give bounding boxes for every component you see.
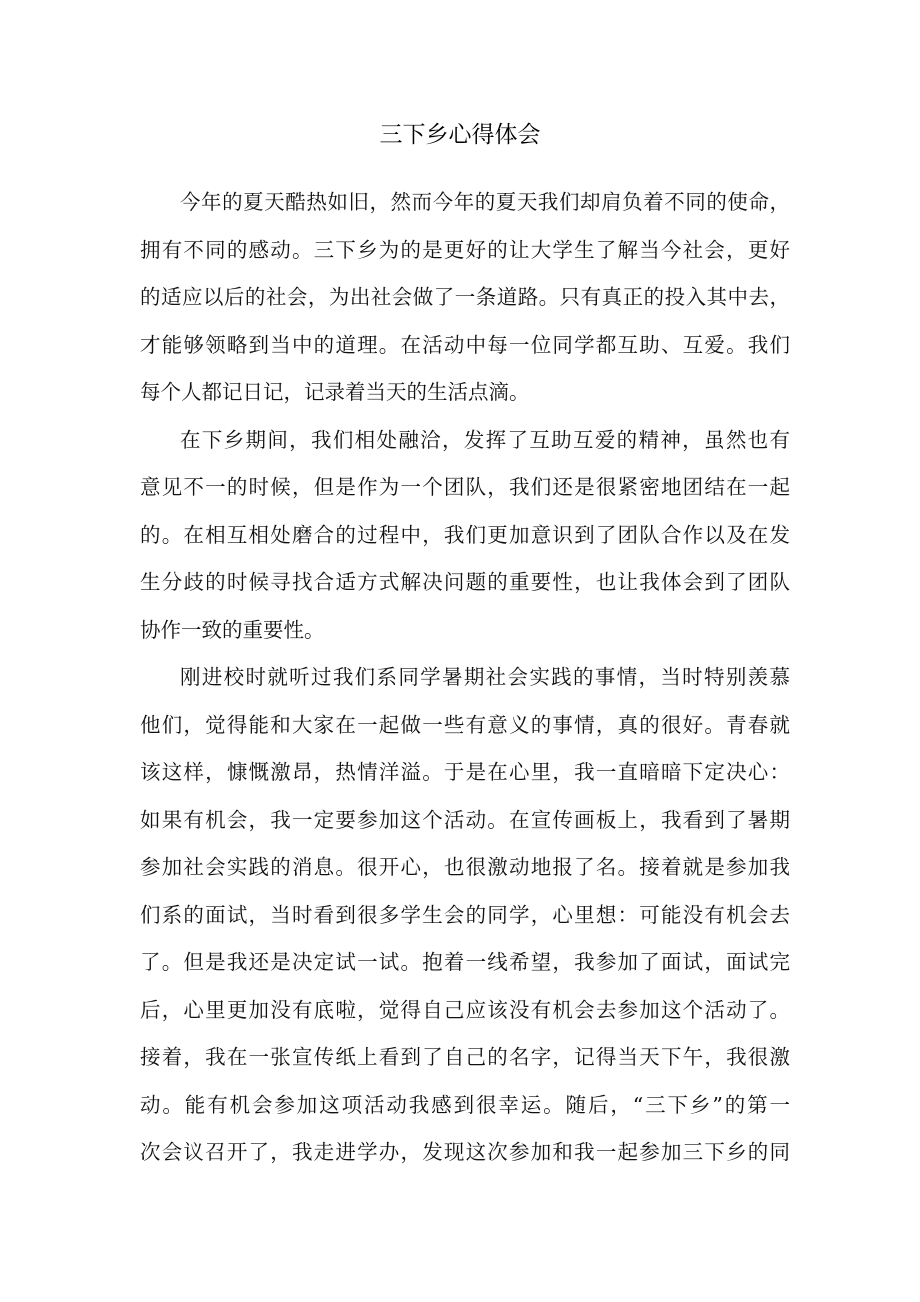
paragraph-line: 意见不一的时候，但是作为一个团队，我们还是很紧密地团结在一起 <box>140 475 790 499</box>
document-body <box>140 179 790 1177</box>
paragraph-line: 刚进校时就听过我们系同学暑期社会实践的事情，当时特别羡慕 <box>180 665 790 689</box>
paragraph-line: 动。能有机会参加这项活动我感到很幸运。随后，“三下乡”的第一 <box>140 1092 790 1117</box>
paragraph-line: 今年的夏天酷热如旧，然而今年的夏天我们却肩负着不同的使命， <box>180 190 790 214</box>
paragraph-line: 的。在相互相处磨合的过程中，我们更加意识到了团队合作以及在发 <box>140 522 790 547</box>
paragraph-line: 接着，我在一张宣传纸上看到了自己的名字，记得当天下午，我很激 <box>140 1045 790 1069</box>
paragraph-line: 后，心里更加没有底啦，觉得自己应该没有机会去参加这个活动了。 <box>140 997 790 1022</box>
paragraph-line: 他们，觉得能和大家在一起做一些有意义的事情，真的很好。青春就 <box>140 712 790 737</box>
paragraph-2 <box>140 417 790 655</box>
paragraph-line: 才能够领略到当中的道理。在活动中每一位同学都互助、互爱。我们 <box>140 332 790 357</box>
document-title: 三下乡心得体会 <box>379 122 541 148</box>
paragraph-line: 生分歧的时候寻找合适方式解决问题的重要性，也让我体会到了团队 <box>140 570 790 594</box>
paragraph-3 <box>140 654 790 1177</box>
paragraph-line: 拥有不同的感动。三下乡为的是更好的让大学生了解当今社会，更好 <box>140 237 790 262</box>
paragraph-line: 该这样，慷慨激昂，热情洋溢。于是在心里，我一直暗暗下定决心： <box>140 760 790 784</box>
paragraph-line: 协作一致的重要性。 <box>140 617 325 642</box>
paragraph-line: 次会议召开了，我走进学办，发现这次参加和我一起参加三下乡的同 <box>140 1140 790 1164</box>
paragraph-line: 的适应以后的社会，为出社会做了一条道路。只有真正的投入其中去， <box>140 285 790 309</box>
paragraph-line: 参加社会实践的消息。很开心，也很激动地报了名。接着就是参加我 <box>140 855 790 879</box>
paragraph-line: 了。但是我还是决定试一试。抱着一线希望，我参加了面试，面试完 <box>140 950 790 974</box>
paragraph-line: 们系的面试，当时看到很多学生会的同学，心里想：可能没有机会去 <box>140 902 790 927</box>
paragraph-line: 每个人都记日记，记录着当天的生活点滴。 <box>140 380 530 404</box>
paragraph-line: 在下乡期间，我们相处融洽，发挥了互助互爱的精神，虽然也有 <box>180 427 790 452</box>
paragraph-1 <box>140 179 790 417</box>
paragraph-line: 如果有机会，我一定要参加这个活动。在宣传画板上，我看到了暑期 <box>140 807 790 832</box>
